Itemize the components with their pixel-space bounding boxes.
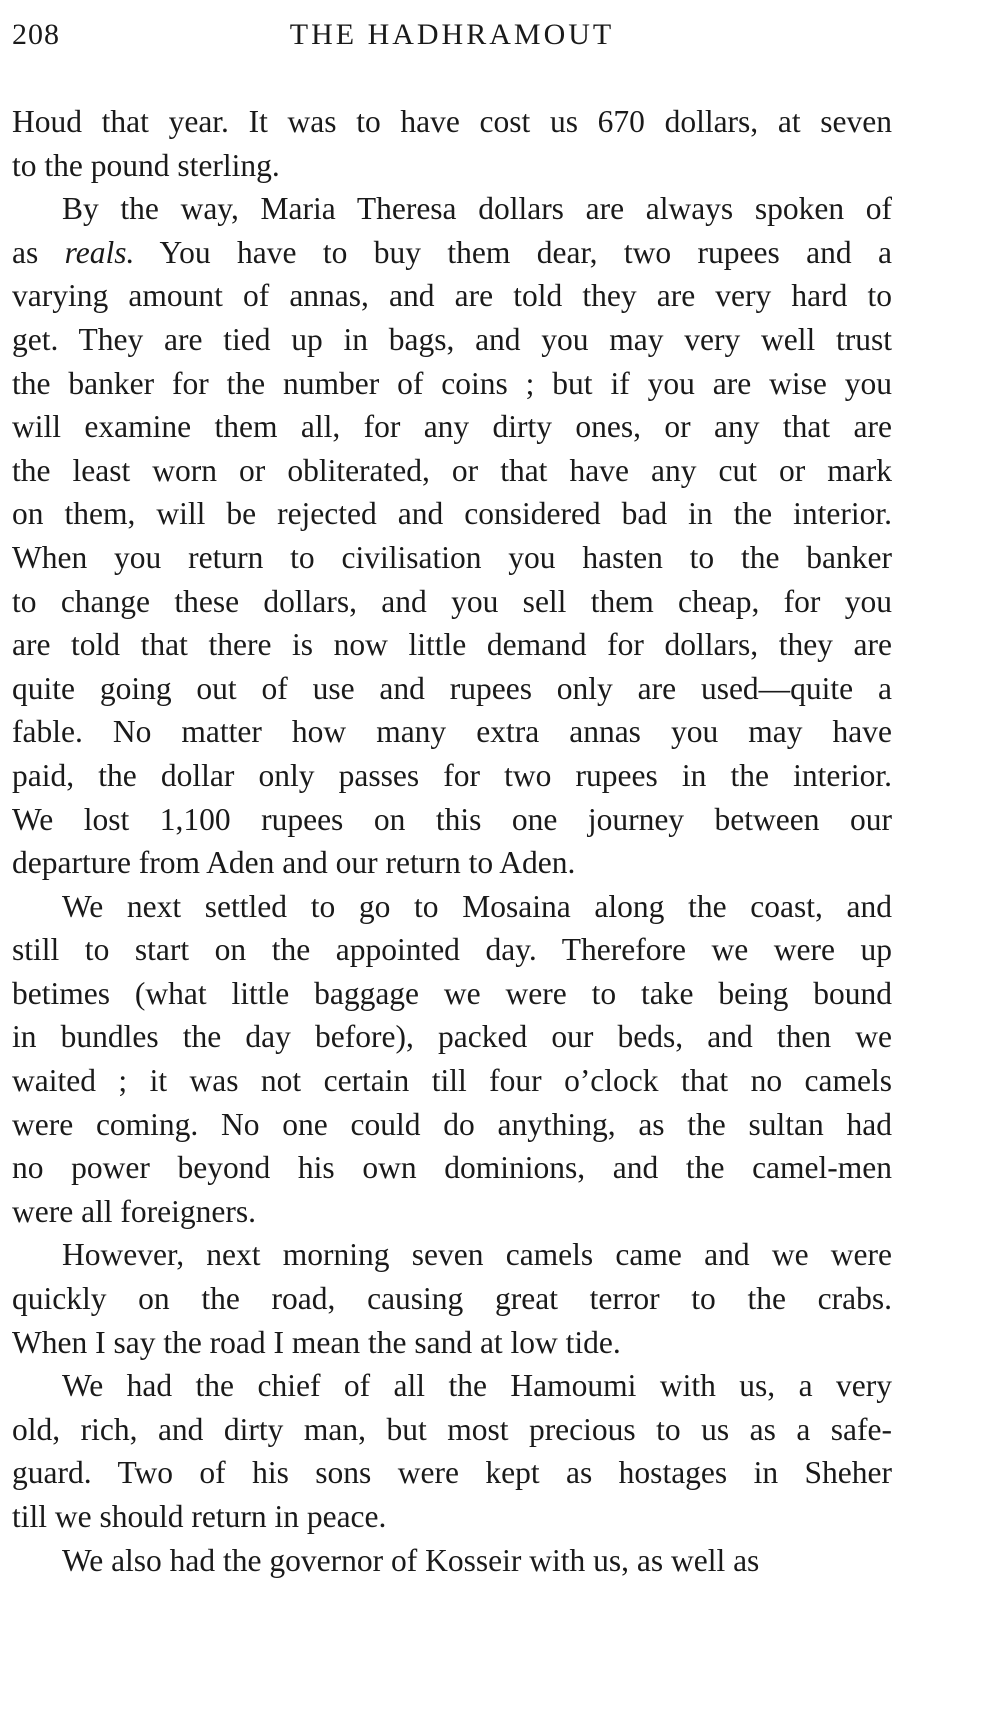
paragraph xyxy=(12,187,892,885)
text-line: were coming. No one could do anything, as the sultan had xyxy=(12,1106,892,1142)
text-line: to change these dollars, and you sell them cheap, for you xyxy=(12,583,892,619)
paragraph xyxy=(12,885,892,1234)
running-title: THE HADHRAMOUT xyxy=(289,18,615,51)
text-line: However, next morning seven camels came and we were xyxy=(62,1237,892,1273)
paragraph xyxy=(12,100,892,187)
text-line: old, rich, and dirty man, but most precious to us as a safe- xyxy=(12,1411,892,1447)
text-line: guard. Two of his sons were kept as hostages in Sheher xyxy=(12,1455,892,1491)
text-line: the least worn or obliterated, or that have any cut or mark xyxy=(12,452,892,488)
text-line: We had the chief of all the Hamoumi with us, a very xyxy=(62,1368,892,1404)
text-line: still to start on the appointed day. Therefore we were up xyxy=(12,932,892,968)
text-line: as reals. You have to buy them dear, two rupees and a xyxy=(12,234,892,270)
text-line: betimes (what little baggage we were to take being bound xyxy=(12,975,892,1011)
text-line: on them, will be rejected and considered bad in the interior. xyxy=(12,496,892,532)
text-line: When you return to civilisation you hasten to the banker xyxy=(12,539,892,575)
paragraph xyxy=(12,1364,892,1538)
text-line: were all foreigners. xyxy=(12,1193,257,1229)
text-line: to the pound sterling. xyxy=(12,147,280,183)
text-line: get. They are tied up in bags, and you may very well trust xyxy=(12,321,892,357)
running-head xyxy=(12,14,892,62)
text-line: waited ; it was not certain till four o’clock that no camels xyxy=(12,1063,892,1099)
text-line: in bundles the day before), packed our beds, and then we xyxy=(12,1019,892,1055)
text-line: Houd that year. It was to have cost us 670 dollars, at seven xyxy=(12,104,892,139)
text-line: paid, the dollar only passes for two rupees in the interior. xyxy=(12,757,892,793)
text-line: By the way, Maria Theresa dollars are always spoken of xyxy=(62,191,892,227)
paragraph xyxy=(12,1539,892,1583)
page-number: 208 xyxy=(12,18,60,51)
text-line: We also had the governor of Kosseir with us, as well as xyxy=(62,1542,760,1578)
text-line: quite going out of use and rupees only are used—quite a xyxy=(12,670,892,706)
text-line: no power beyond his own dominions, and the camel-men xyxy=(12,1150,892,1186)
text-line: till we should return in peace. xyxy=(12,1499,387,1534)
text-line: quickly on the road, causing great terror to the crabs. xyxy=(12,1281,892,1317)
paragraph xyxy=(12,1233,892,1364)
text-line: We next settled to go to Mosaina along the coast, and xyxy=(62,888,892,924)
text-line: fable. No matter how many extra annas you may have xyxy=(12,714,892,750)
text-line: departure from Aden and our return to Aden. xyxy=(12,845,576,881)
text-line: varying amount of annas, and are told they are very hard to xyxy=(12,278,892,314)
body-text xyxy=(12,100,892,1582)
text-line: are told that there is now little demand for dollars, they are xyxy=(12,627,892,663)
book-page xyxy=(12,14,892,1582)
text-line: will examine them all, for any dirty ones, or any that are xyxy=(12,409,892,445)
text-line: We lost 1,100 rupees on this one journey between our xyxy=(12,801,892,837)
text-line: When I say the road I mean the sand at low tide. xyxy=(12,1324,621,1360)
text-line: the banker for the number of coins ; but if you are wise you xyxy=(12,365,892,401)
